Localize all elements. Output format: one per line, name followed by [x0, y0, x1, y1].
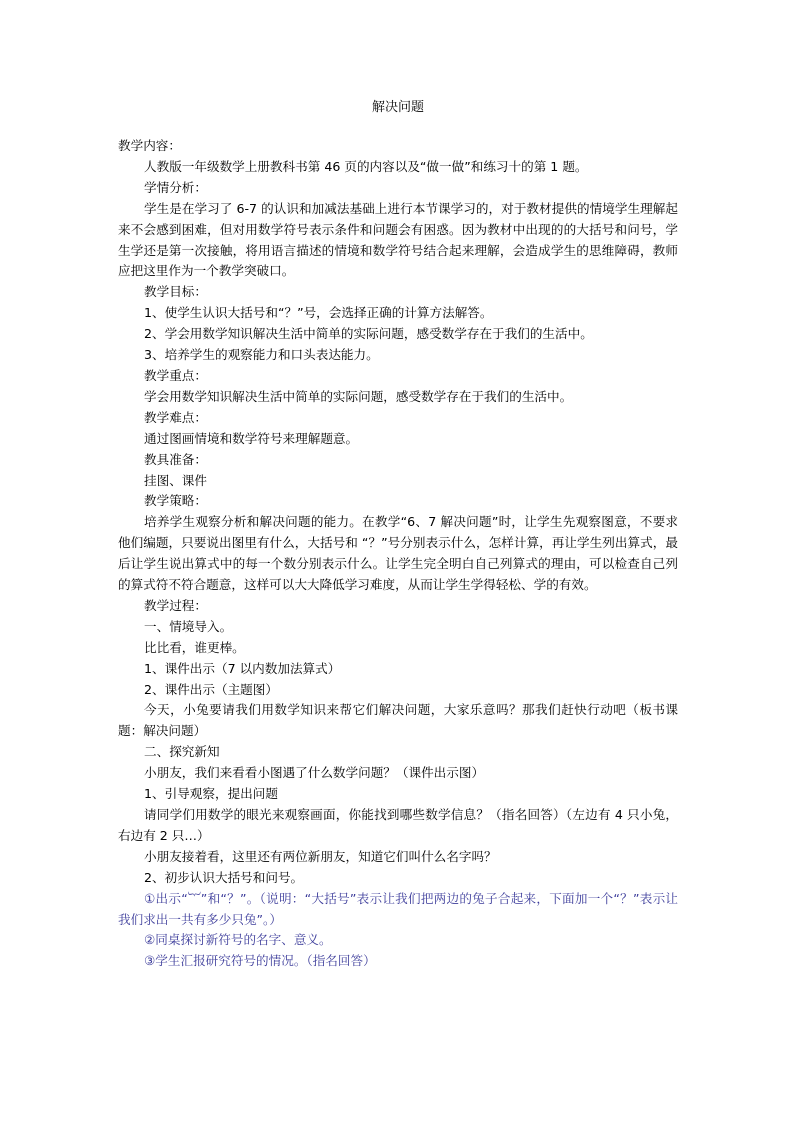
- goal-item: 1、使学生认识大括号和“？”号，会选择正确的计算方法解答。: [144, 305, 493, 321]
- page-title: 解决问题: [371, 100, 424, 115]
- difficulty-text: 通过图画情境和数学符号来理解题意。: [144, 430, 359, 446]
- analysis-paragraph: 学生是在学习了 6-7 的认识和加减法基础上进行本节课学习的，对于教材提供的情境学生理解起来不会感到困难，但对用数学符号表示条件和问题会有困惑。因为教材中出现的的大括号和问号，学生学还是第一次接触，将用语言描述的情境和数学符号结合起来理解，会造成学生的思维障碍，教师应把这里作为一个教学突破口。: [118, 200, 678, 279]
- step-text: 2、初步认识大括号和问号。: [144, 869, 304, 885]
- goal-item: 3、培养学生的观察能力和口头表达能力。: [144, 347, 379, 363]
- heading-difficulty: 教学难点：: [144, 409, 207, 425]
- section-new-friends: [118, 847, 678, 889]
- step-text: 1、课件出示（7 以内数加法算式）: [144, 660, 341, 676]
- section-content: [118, 136, 678, 199]
- step-text: 小朋友，我们来看看小图遇了什么数学问题？（课件出示图）: [144, 765, 485, 781]
- heading-materials: 教具准备：: [144, 451, 207, 467]
- section-explore: [118, 742, 678, 805]
- content-text: 人教版一年级数学上册教科书第 46 页的内容以及“做一做”和练习十的第 1 题。: [144, 158, 588, 174]
- document-page: [118, 98, 678, 972]
- step-text: ③学生汇报研究符号的情况。（指名回答）: [144, 953, 376, 969]
- heading-process: 教学过程：: [144, 597, 207, 613]
- section-goals: [118, 282, 678, 512]
- heading-key-point: 教学重点：: [144, 367, 207, 383]
- key-point-text: 学会用数学知识解决生活中简单的实际问题，感受数学存在于我们的生活中。: [144, 388, 573, 404]
- symbols-paragraph: ①出示“︸”和“？”。（说明：“大括号”表示让我们把两边的兔子合起来，下面加一个“？”表示让我们求出一共有多少只兔”。）: [118, 890, 678, 927]
- goal-item: 2、学会用数学知识解决生活中简单的实际问题，感受数学存在于我们的生活中。: [144, 326, 593, 342]
- observe-paragraph: 请同学们用数学的眼光来观察画面，你能找到哪些数学信息？（指名回答）（左边有 4 只小兔，右边有 2 只…）: [118, 807, 678, 843]
- heading-content: 教学内容：: [118, 138, 181, 153]
- step-text: 1、引导观察，提出问题: [144, 786, 278, 802]
- step-text: 2、课件出示（主题图）: [144, 681, 278, 697]
- strategy-paragraph: 培养学生观察分析和解决问题的能力。在教学“6、7 解决问题”时，让学生先观察图意，不要求他们编题，只要说出图里有什么，大括号和 “？”号分别表示什么，怎样计算，再让学生列出算式，最后让学生说出算式中的每一个数分别表示什么。让学生完全明白自己列算式的理由，可以检查自己列的算式符不符合题意，这样可以大大降低学习难度，从而让学生学得轻松、学的有效。: [118, 514, 678, 593]
- step-heading: 二、探究新知: [144, 744, 220, 760]
- step-heading: 一、情境导入。: [144, 618, 233, 634]
- heading-analysis: 学情分析：: [144, 179, 207, 195]
- section-process: [118, 596, 678, 701]
- step-text: 比比看，谁更棒。: [144, 639, 245, 655]
- section-discuss: [118, 930, 678, 972]
- step-text: 小朋友接着看，这里还有两位新朋友，知道它们叫什么名字吗？: [144, 848, 497, 864]
- step-text: ②同桌探讨新符号的名字、意义。: [144, 932, 332, 948]
- heading-strategy: 教学策略：: [144, 493, 207, 509]
- intro-paragraph: 今天，小兔要请我们用数学知识来帮它们解决问题，大家乐意吗？那我们赶快行动吧（板书课题：解决问题）: [118, 702, 678, 739]
- materials-text: 挂图、课件: [144, 472, 207, 488]
- heading-goals: 教学目标：: [144, 284, 207, 300]
